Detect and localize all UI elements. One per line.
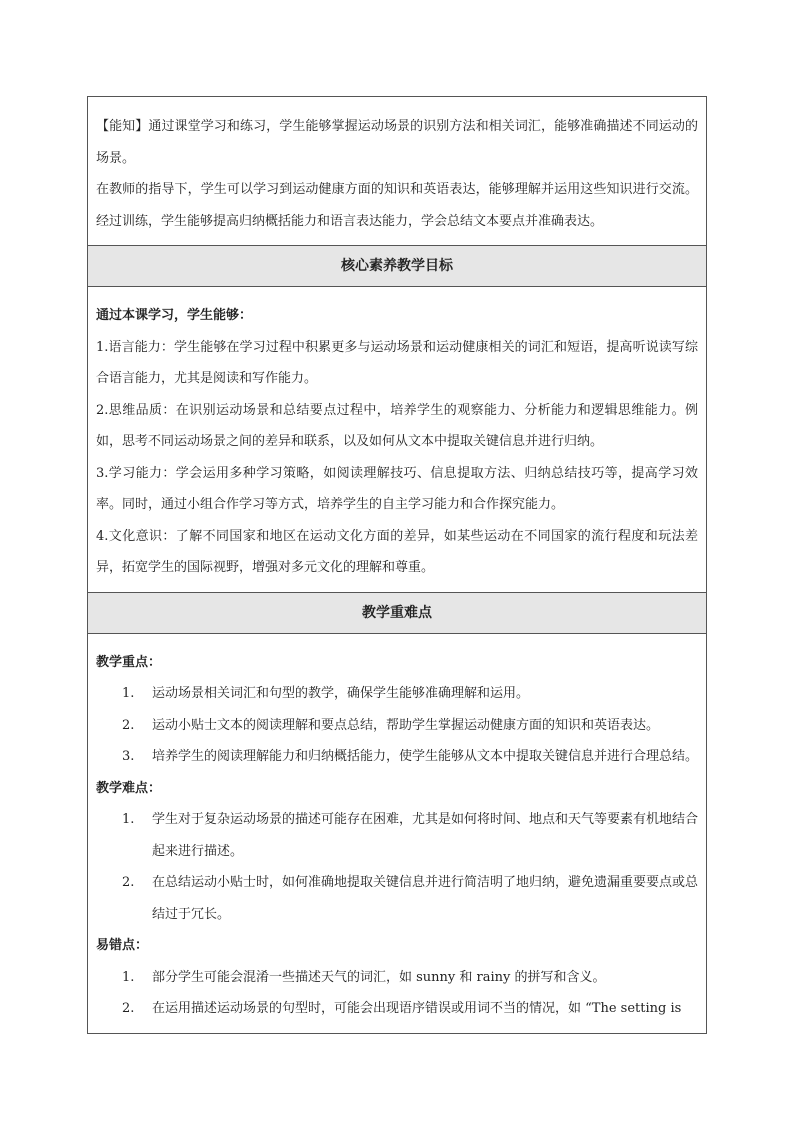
core-objectives-section	[88, 246, 706, 593]
item-text: 运动小贴士文本的阅读理解和要点总结，帮助学生掌握运动健康方面的知识和英语表达。	[152, 717, 660, 733]
intro-paragraph-1: 【能知】通过课堂学习和练习，学生能够掌握运动场景的识别方法和相关词汇，能够准确描述不同运动的场景。	[96, 119, 698, 166]
core-item-learning: 3.学习能力：学会运用多种学习策略，如阅读理解技巧、信息提取方法、归纳总结技巧等，提高学习效率。同时，通过小组合作学习等方式，培养学生的自主学习能力和合作探究能力。	[96, 465, 698, 512]
difficulty-list	[96, 804, 698, 930]
difficulty-label: 教学难点：	[96, 780, 162, 796]
item-number: 1.	[122, 969, 135, 985]
item-text: 在总结运动小贴士时，如何准确地提取关键信息并进行简洁明了地归纳，避免遗漏重要要点或总结过于冗长。	[152, 875, 699, 922]
core-item-language: 1.语言能力：学生能够在学习过程中积累更多与运动场景和运动健康相关的词汇和短语，提高听说读写综合语言能力，尤其是阅读和写作能力。	[96, 339, 698, 386]
errors-list	[96, 962, 698, 1025]
focus-list	[96, 678, 698, 773]
list-item	[96, 710, 698, 742]
list-item	[96, 804, 698, 867]
intro-section	[88, 97, 706, 246]
intro-paragraph-2: 在教师的指导下，学生可以学习到运动健康方面的知识和英语表达，能够理解并运用这些知识进行交流。经过训练，学生能够提高归纳概括能力和语言表达能力，学会总结文本要点并准确表达。	[96, 182, 698, 229]
item-number: 1.	[122, 686, 135, 701]
item-number: 2.	[122, 1001, 135, 1016]
lesson-plan-table	[87, 96, 707, 1034]
item-number: 3.	[122, 749, 135, 764]
item-text: 在运用描述运动场景的句型时，可能会出现语序错误或用词不当的情况，如 “The setting is	[152, 1001, 682, 1016]
item-text: 运动场景相关词汇和句型的教学，确保学生能够准确理解和运用。	[152, 686, 530, 701]
focus-label: 教学重点：	[96, 654, 162, 670]
item-number: 2.	[122, 717, 135, 733]
list-item	[96, 993, 698, 1025]
core-lead: 通过本课学习，学生能够：	[96, 308, 253, 323]
key-difficult-heading: 教学重难点	[88, 593, 706, 634]
list-item	[96, 962, 698, 994]
item-text: 学生对于复杂运动场景的描述可能存在困难，尤其是如何将时间、地点和天气等要素有机地结合起来进行描述。	[152, 812, 699, 859]
list-item	[96, 867, 698, 930]
key-difficult-section	[88, 593, 706, 1033]
core-item-thinking: 2.思维品质：在识别运动场景和总结要点过程中，培养学生的观察能力、分析能力和逻辑思维能力。例如，思考不同运动场景之间的差异和联系，以及如何从文本中提取关键信息并进行归纳。	[96, 402, 698, 449]
core-item-culture: 4.文化意识：了解不同国家和地区在运动文化方面的差异，如某些运动在不同国家的流行程度和玩法差异，拓宽学生的国际视野，增强对多元文化的理解和尊重。	[96, 528, 698, 575]
item-text: 培养学生的阅读理解能力和归纳概括能力，使学生能够从文本中提取关键信息并进行合理总结。	[152, 749, 699, 764]
item-number: 2.	[122, 875, 135, 890]
core-objectives-heading: 核心素养教学目标	[88, 246, 706, 287]
item-text: 部分学生可能会混淆一些描述天气的词汇，如 sunny 和 rainy 的拼写和含义。	[152, 969, 606, 985]
item-number: 1.	[122, 812, 135, 827]
list-item	[96, 741, 698, 773]
list-item	[96, 678, 698, 710]
errors-label: 易错点：	[96, 938, 149, 953]
